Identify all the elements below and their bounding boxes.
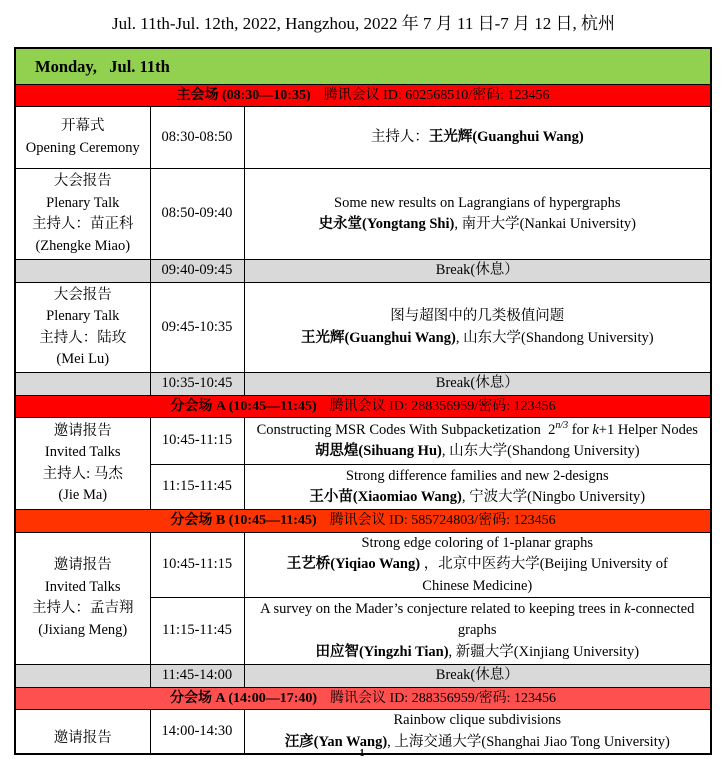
talk-cell [244, 283, 711, 373]
talk-cell [244, 465, 711, 510]
speaker-name: 史永堂(Yongtang Shi) [318, 216, 455, 232]
talk-cell [244, 169, 711, 260]
session-label-cell [15, 283, 150, 373]
session-label-cell [15, 418, 150, 510]
talk-cell [244, 532, 711, 598]
speaker-affiliation: Chinese Medicine) [422, 577, 533, 594]
session-label-line: (Zhengke Miao) [35, 237, 131, 254]
meeting-id: 腾讯会议 ID: 288356959/密码: 123456 [330, 690, 556, 706]
session-label-line: 主持人：陆玫 [39, 329, 127, 346]
session-label-cell [15, 532, 150, 665]
speaker-affiliation: , 南开大学(Nankai University) [454, 216, 636, 232]
break-label: Break(休息） [244, 373, 711, 396]
break-time: 11:45-14:00 [150, 665, 244, 688]
speaker-name: 王艺桥(Yiqiao Wang) [286, 556, 421, 572]
session-band-b-morning [15, 510, 711, 533]
schedule-table [14, 47, 712, 755]
talk-title: Rainbow clique subdivisions [393, 712, 562, 728]
break-time: 09:40-09:45 [150, 260, 244, 283]
break-label: Break(休息） [244, 665, 711, 688]
break-empty-cell [15, 665, 150, 688]
session-label-line: 邀请报告 [53, 557, 112, 574]
day-header: Monday, Jul. 11th [15, 48, 711, 84]
session-band-main [15, 84, 711, 107]
time-cell: 14:00-14:30 [150, 710, 244, 755]
session-band-a-afternoon [15, 687, 711, 710]
talk-cell [244, 598, 711, 665]
time-cell: 08:30-08:50 [150, 107, 244, 169]
session-label-cell [15, 169, 150, 260]
speaker-name: 王小苗(Xiaomiao Wang) [309, 489, 462, 505]
session-label-line: Plenary Talk [46, 194, 120, 211]
talk-title: Strong difference families and new 2-designs [345, 467, 609, 484]
session-label-line: 邀请报告 [53, 422, 112, 439]
session-label-line: 主持人: 马杰 [42, 465, 123, 482]
session-label-line: 邀请报告 [53, 729, 112, 746]
talk-title-line2: graphs [457, 622, 497, 639]
talk-title: Some new results on Lagrangians of hypergraphs [334, 194, 621, 211]
session-label-line: 主持人：孟吉翔 [32, 600, 134, 617]
speaker-affiliation: ，北京中医药大学(Beijing University of [420, 556, 668, 572]
session-label-line: Opening Ceremony [25, 139, 140, 156]
session-label-line: 开幕式 [61, 118, 105, 134]
speaker-name: 王光辉(Guanghui Wang) [300, 329, 456, 346]
session-band-title: 分会场 B (10:45—11:45) [170, 513, 317, 528]
time-cell: 10:45-11:15 [150, 418, 244, 465]
speaker-name: 汪彦(Yan Wang) [284, 733, 388, 750]
session-band-title: 分会场 A (14:00—17:40) [170, 690, 318, 706]
chair-label: 主持人： [370, 128, 429, 145]
page-number: 1 [359, 748, 365, 759]
speaker-affiliation: , 宁波大学(Ningbo University) [461, 489, 646, 505]
talk-cell [244, 418, 711, 465]
speaker-affiliation: , 山东大学(Shandong University) [455, 329, 654, 346]
session-label-line: Invited Talks [44, 578, 121, 595]
time-cell: 10:45-11:15 [150, 532, 244, 598]
session-band-a-morning [15, 395, 711, 418]
session-label-line: (Mei Lu) [56, 351, 110, 367]
talk-title: Constructing MSR Codes With Subpacketization $2^{n/3}$ for k+1 Helper Nodes [256, 419, 698, 438]
session-band-title: 分会场 A (10:45—11:45) [170, 398, 317, 414]
speaker-name: 胡思煌(Sihuang Hu) [314, 443, 442, 459]
session-band-title: 主会场 (08:30—10:35) [176, 87, 311, 103]
session-label-line: 主持人：苗正科 [32, 216, 134, 232]
talk-cell [244, 107, 711, 169]
session-label-line: (Jixiang Meng) [38, 621, 128, 638]
time-cell: 09:45-10:35 [150, 283, 244, 373]
session-label-line: 大会报告 [53, 286, 112, 303]
session-label-cell [15, 107, 150, 169]
speaker-affiliation: , 上海交通大学(Shanghai Jiao Tong University) [387, 733, 670, 750]
time-cell: 11:15-11:45 [150, 465, 244, 510]
page-title: Jul. 11th-Jul. 12th, 2022, Hangzhou, 2022 年 7 月 11 日-7 月 12 日, 杭州 [111, 14, 616, 33]
talk-title: 图与超图中的几类极值问题 [390, 308, 565, 324]
break-empty-cell [15, 260, 150, 283]
break-label: Break(休息） [244, 260, 711, 283]
session-label-line: Invited Talks [44, 444, 121, 460]
time-cell: 11:15-11:45 [150, 598, 244, 665]
speaker-affiliation: , 山东大学(Shandong University) [441, 443, 640, 459]
session-label-line: Plenary Talk [46, 308, 120, 324]
break-time: 10:35-10:45 [150, 373, 244, 396]
time-cell: 08:50-09:40 [150, 169, 244, 260]
meeting-id: 腾讯会议 ID: 585724803/密码: 123456 [329, 513, 556, 528]
speaker-name: 田应智(Yingzhi Tian) [315, 643, 449, 660]
talk-title: A survey on the Mader’s conjecture related to keeping trees in k-connected [260, 600, 695, 617]
chair-name: 王光辉(Guanghui Wang) [428, 128, 584, 145]
meeting-id: 腾讯会议 ID: 602568510/密码: 123456 [323, 87, 550, 103]
session-label-line: 大会报告 [53, 173, 112, 189]
superscript-exponent: n/3 [555, 419, 569, 431]
talk-title: Strong edge coloring of 1-planar graphs [361, 534, 594, 551]
session-label-line: (Jie Ma) [58, 487, 108, 503]
speaker-affiliation: , 新疆大学(Xinjiang University) [448, 643, 640, 660]
meeting-id: 腾讯会议 ID: 288356959/密码: 123456 [329, 398, 556, 414]
break-empty-cell [15, 373, 150, 396]
